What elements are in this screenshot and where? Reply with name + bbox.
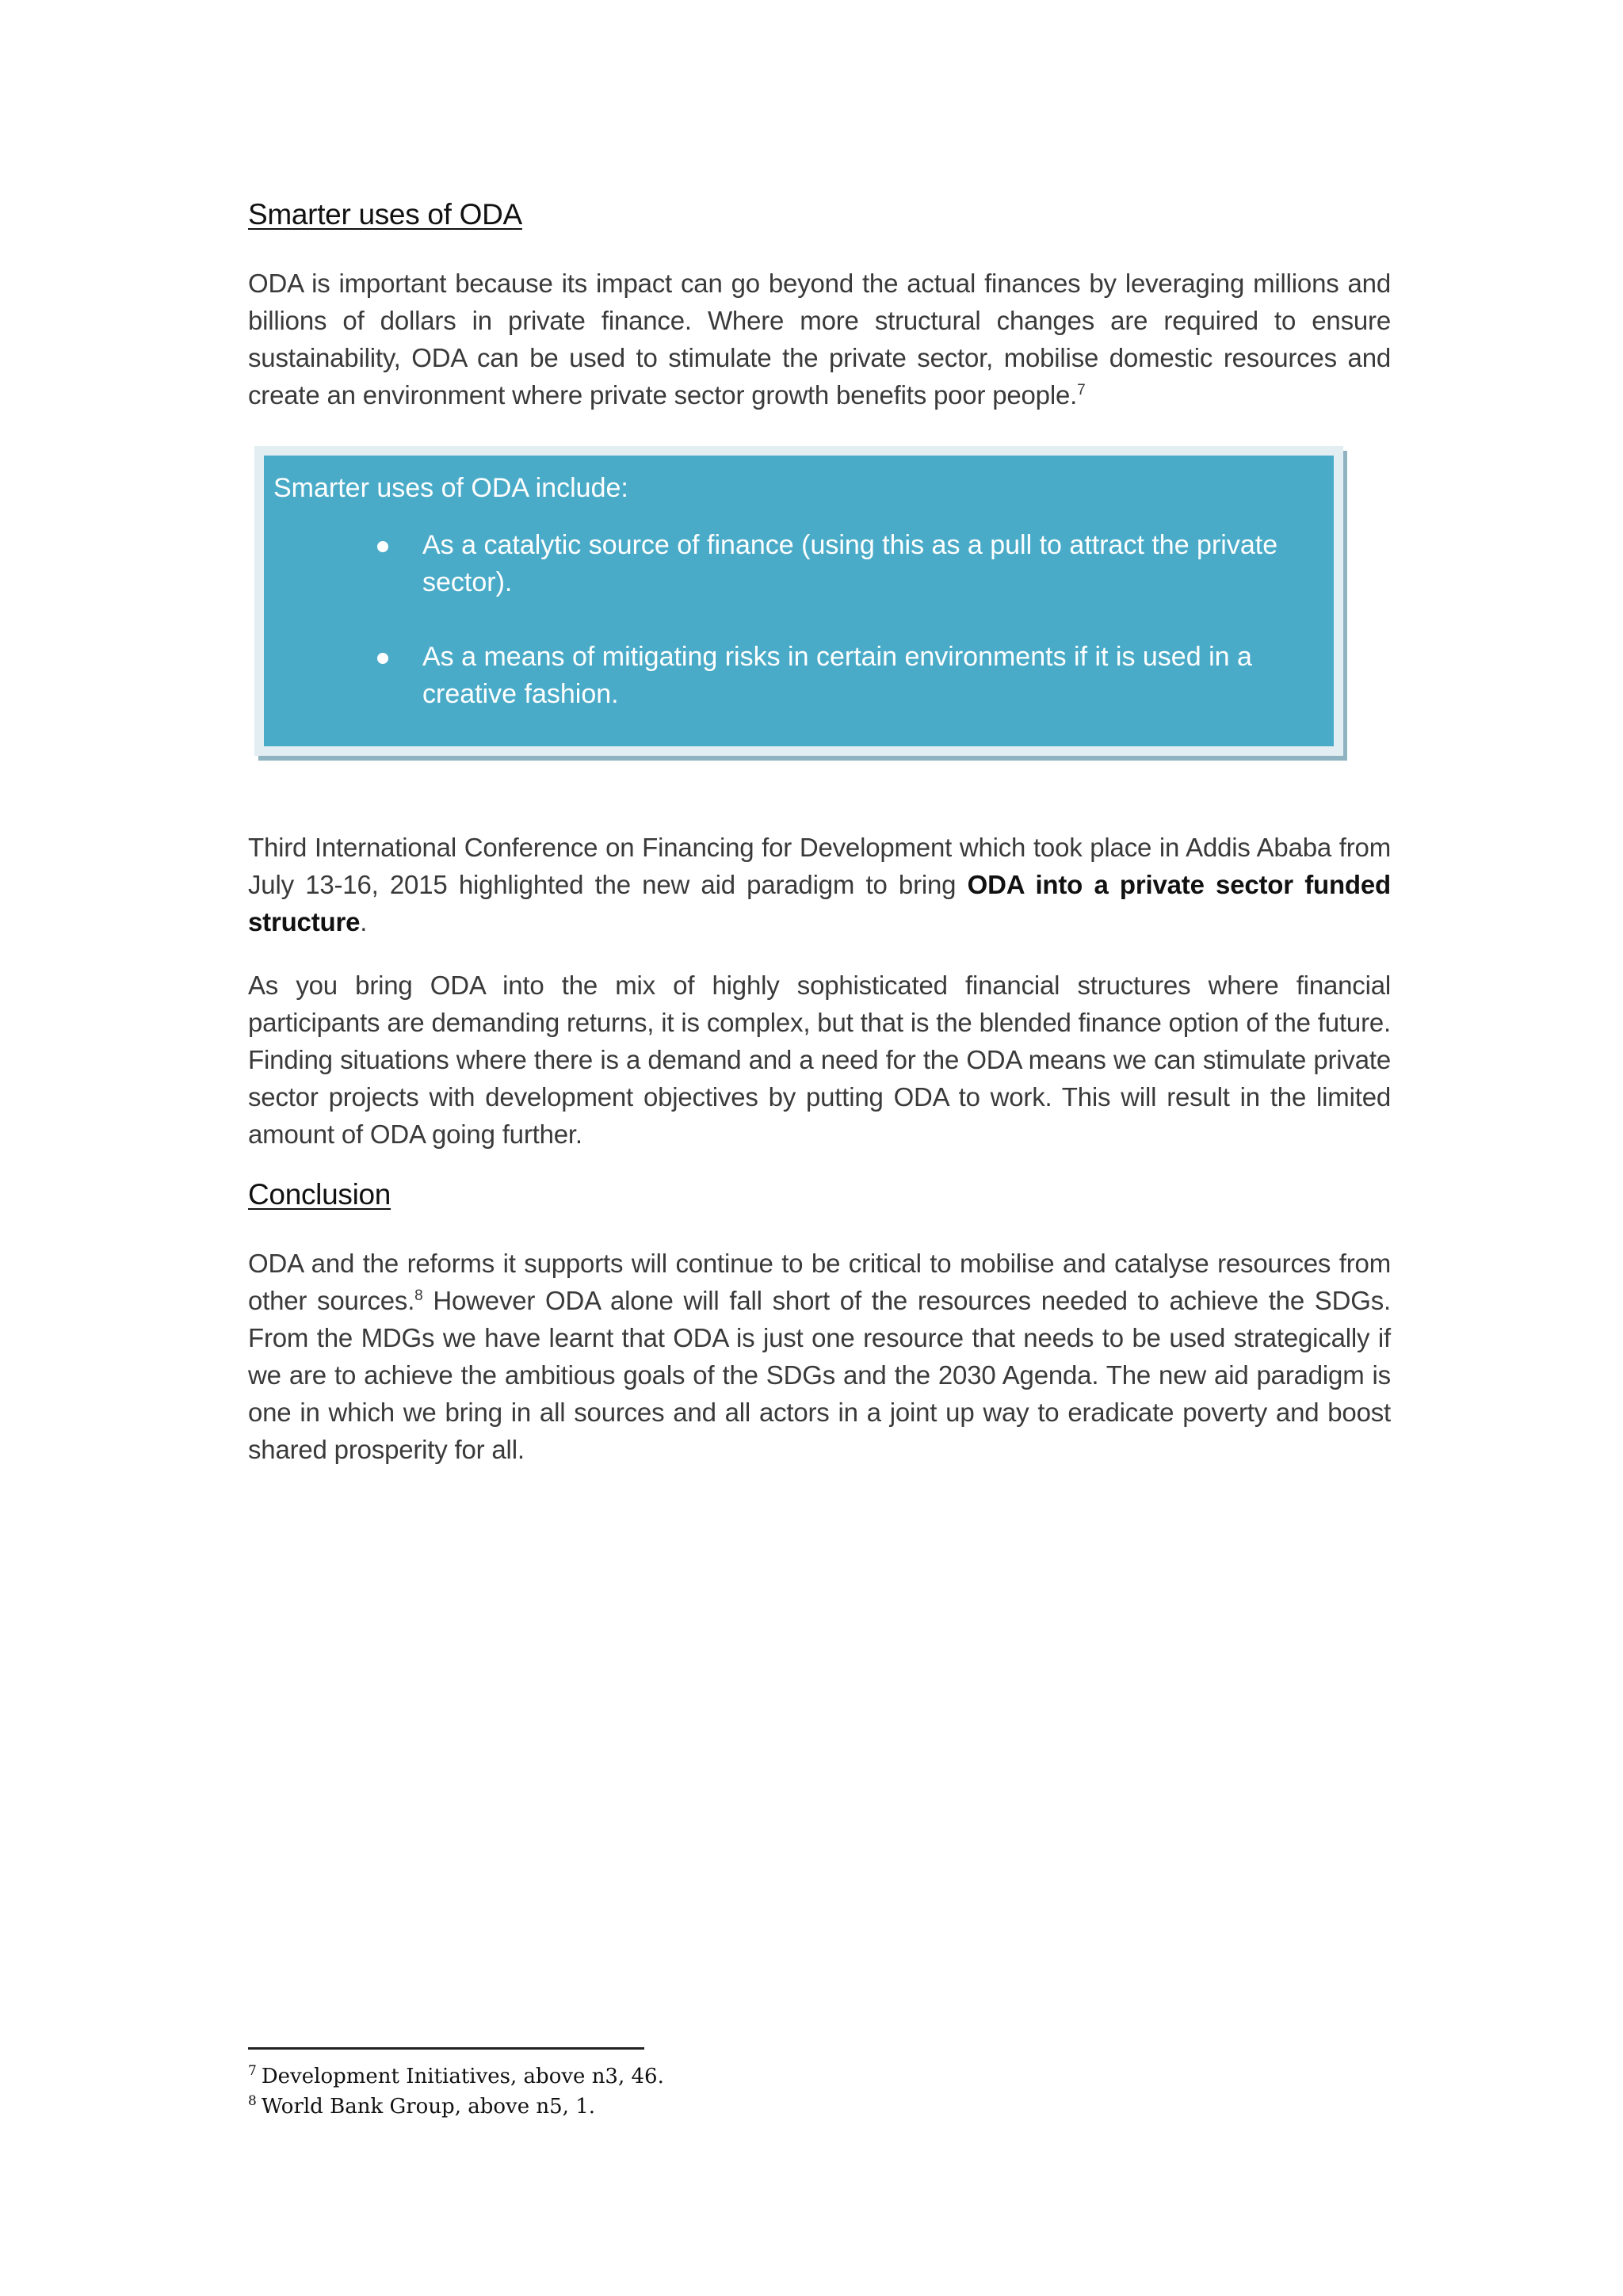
footnote-divider <box>248 2047 644 2050</box>
footnote-8 <box>248 2092 664 2122</box>
paragraph-conference-text: Third International Conference on Financing for Development which took place in Addis Ababa from July 13-16, 2015 highlighted the new aid paradigm to bring <box>248 833 1391 899</box>
footnotes <box>248 2061 664 2122</box>
list-item <box>264 527 1334 601</box>
footnote-7 <box>248 2061 664 2092</box>
footnote-number: 8 <box>248 2093 257 2110</box>
bullet-icon <box>377 653 388 664</box>
document-page <box>248 0 1391 2296</box>
paragraph-oda-importance <box>248 265 1391 414</box>
paragraph-conference-emphasis: ODA into a private sector funded structure <box>248 870 1391 936</box>
footnote-text: World Bank Group, above n5, 1. <box>261 2095 595 2119</box>
paragraph-oda-importance-text: ODA is important because its impact can go beyond the actual finances by leveraging millions and billions of dollars in private finance. Where more structural changes are required to ensure sustainability, ODA can be used to stimulate the private sector, mobilise domestic resources and create an environment where private sector growth benefits poor people. <box>248 269 1391 410</box>
section-heading-conclusion: Conclusion <box>248 1178 391 1211</box>
footnote-ref-7[interactable]: 7 <box>1077 382 1086 399</box>
paragraph-blended-finance: As you bring ODA into the mix of highly sophisticated financial structures where financial participants are demanding returns, it is complex, but that is the blended finance option of the future. Finding situations where there is a demand and a need for the ODA means we can stimulate private sector projects with development objectives by putting ODA to work. This will result in the limited amount of ODA going further. <box>248 971 1391 1149</box>
paragraph-conclusion-text-a: ODA and the reforms it supports will continue to be critical to mobilise and catalyse resources from other sources. <box>248 1249 1391 1315</box>
bullet-icon <box>377 541 388 552</box>
list-item-text: As a means of mitigating risks in certain environments if it is used in a creative fashion. <box>422 642 1252 709</box>
list-item <box>264 639 1334 713</box>
callout-list <box>264 527 1334 750</box>
paragraph-conference <box>248 829 1391 940</box>
paragraph-conference-end: . <box>360 907 368 936</box>
footnote-ref-8[interactable]: 8 <box>414 1287 423 1304</box>
footnote-text: Development Initiatives, above n3, 46. <box>261 2065 664 2088</box>
section-heading-smarter-uses: Smarter uses of ODA <box>248 198 522 231</box>
callout-box <box>254 446 1343 756</box>
footnote-number: 7 <box>248 2063 257 2080</box>
callout-intro: Smarter uses of ODA include: <box>273 473 628 503</box>
paragraph-conclusion-text-b: However ODA alone will fall short of the resources needed to achieve the SDGs. From the MDGs we have learnt that ODA is just one resource that needs to be used strategically if we are to achieve the ambitious goals of the SDGs and the 2030 Agenda. The new aid paradigm is one in which we bring in all sources and all actors in a joint up way to eradicate poverty and boost shared prosperity for all. <box>248 1286 1391 1464</box>
list-item-text: As a catalytic source of finance (using this as a pull to attract the private sector). <box>422 530 1278 597</box>
paragraph-conclusion <box>248 1245 1391 1468</box>
